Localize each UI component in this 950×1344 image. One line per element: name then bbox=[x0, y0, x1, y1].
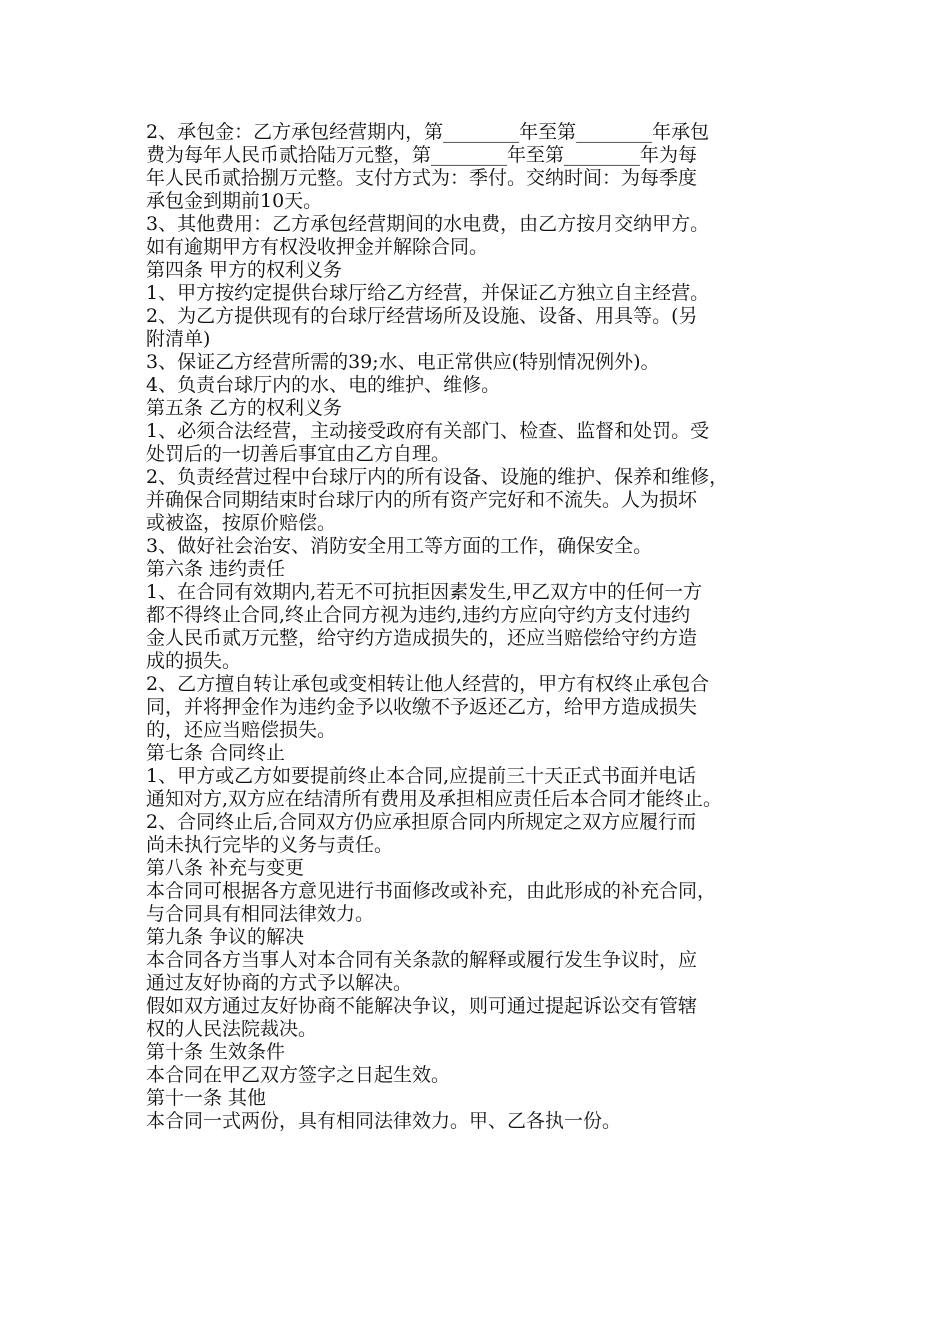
text-line: 通过友好协商的方式予以解决。 bbox=[146, 972, 413, 994]
text-line: 2、乙方擅自转让承包或变相转让他人经营的，甲方有权终止承包合 bbox=[146, 673, 710, 695]
section-heading: 第六条 违约责任 bbox=[146, 558, 286, 580]
text-line: 尚未执行完毕的义务与责任。 bbox=[146, 834, 394, 856]
section-heading: 第四条 甲方的权利义务 bbox=[146, 259, 343, 281]
text-line: 或被盗，按原价赔偿。 bbox=[146, 512, 337, 534]
text-line: 成的损失。 bbox=[146, 650, 242, 672]
text-line: 假如双方通过友好协商不能解决争议，则可通过提起诉讼交有管辖 bbox=[146, 995, 698, 1017]
text-line: 承包金到期前10天。 bbox=[146, 190, 323, 212]
text-line: 权的人民法院裁决。 bbox=[146, 1018, 318, 1040]
text-line: 1、必须合法经营，主动接受政府有关部门、检查、监督和处罚。受 bbox=[146, 420, 710, 442]
text-line: 同，并将押金作为违约金予以收缴不予返还乙方，给甲方造成损失 bbox=[146, 696, 698, 718]
text-line: 1、甲方按约定提供台球厅给乙方经营，并保证乙方独立自主经营。 bbox=[146, 282, 710, 304]
text-line: 本合同一式两份，具有相同法律效力。甲、乙各执一份。 bbox=[146, 1110, 622, 1132]
text-line: 附清单) bbox=[146, 328, 211, 350]
text-line: 并确保合同期结束时台球厅内的所有资产完好和不流失。人为损坏 bbox=[146, 489, 698, 511]
text-line: 通知对方,双方应在结清所有费用及承担相应责任后本合同才能终止。 bbox=[146, 788, 723, 810]
text-line: 与合同具有相同法律效力。 bbox=[146, 903, 375, 925]
text-line: 本合同可根据各方意见进行书面修改或补充，由此形成的补充合同， bbox=[146, 880, 717, 902]
section-heading: 第十条 生效条件 bbox=[146, 1041, 286, 1063]
text-line: 都不得终止合同,终止合同方视为违约,违约方应向守约方支付违约 bbox=[146, 604, 691, 626]
text-line: 年人民币贰拾捌万元整。支付方式为：季付。交纳时间：为每季度 bbox=[146, 167, 698, 189]
section-heading: 第八条 补充与变更 bbox=[146, 857, 305, 879]
text-line: 本合同各方当事人对本合同有关条款的解释或履行发生争议时，应 bbox=[146, 949, 698, 971]
text-line: 2、负责经营过程中台球厅内的所有设备、设施的维护、保养和维修， bbox=[146, 466, 729, 488]
text-line: 如有逾期甲方有权没收押金并解除合同。 bbox=[146, 236, 489, 258]
text-line: 2、承包金：乙方承包经营期内，第________年至第________年承包 bbox=[146, 121, 710, 143]
text-line: 3、做好社会治安、消防安全用工等方面的工作，确保安全。 bbox=[146, 535, 653, 557]
text-line: 3、保证乙方经营所需的39;水、电正常供应(特别情况例外)。 bbox=[146, 351, 660, 373]
text-line: 金人民币贰万元整，给守约方造成损失的，还应当赔偿给守约方造 bbox=[146, 627, 698, 649]
text-line: 4、负责台球厅内的水、电的维护、维修。 bbox=[146, 374, 501, 396]
text-line: 3、其他费用：乙方承包经营期间的水电费，由乙方按月交纳甲方。 bbox=[146, 213, 710, 235]
text-line: 处罚后的一切善后事宜由乙方自理。 bbox=[146, 443, 451, 465]
text-line: 费为每年人民币贰拾陆万元整，第________年至第________年为每 bbox=[146, 144, 698, 166]
text-line: 1、甲方或乙方如要提前终止本合同,应提前三十天正式书面并电话 bbox=[146, 765, 697, 787]
section-heading: 第五条 乙方的权利义务 bbox=[146, 397, 343, 419]
text-line: 2、为乙方提供现有的台球厅经营场所及设施、设备、用具等。(另 bbox=[146, 305, 698, 327]
section-heading: 第十一条 其他 bbox=[146, 1087, 267, 1109]
text-line: 2、合同终止后,合同双方仍应承担原合同内所规定之双方应履行而 bbox=[146, 811, 697, 833]
text-line: 1、在合同有效期内,若无不可抗拒因素发生,甲乙双方中的任何一方 bbox=[146, 581, 703, 603]
text-line: 本合同在甲乙双方签字之日起生效。 bbox=[146, 1064, 451, 1086]
section-heading: 第七条 合同终止 bbox=[146, 742, 286, 764]
contract-page bbox=[146, 121, 822, 1133]
text-line: 的，还应当赔偿损失。 bbox=[146, 719, 337, 741]
section-heading: 第九条 争议的解决 bbox=[146, 926, 305, 948]
